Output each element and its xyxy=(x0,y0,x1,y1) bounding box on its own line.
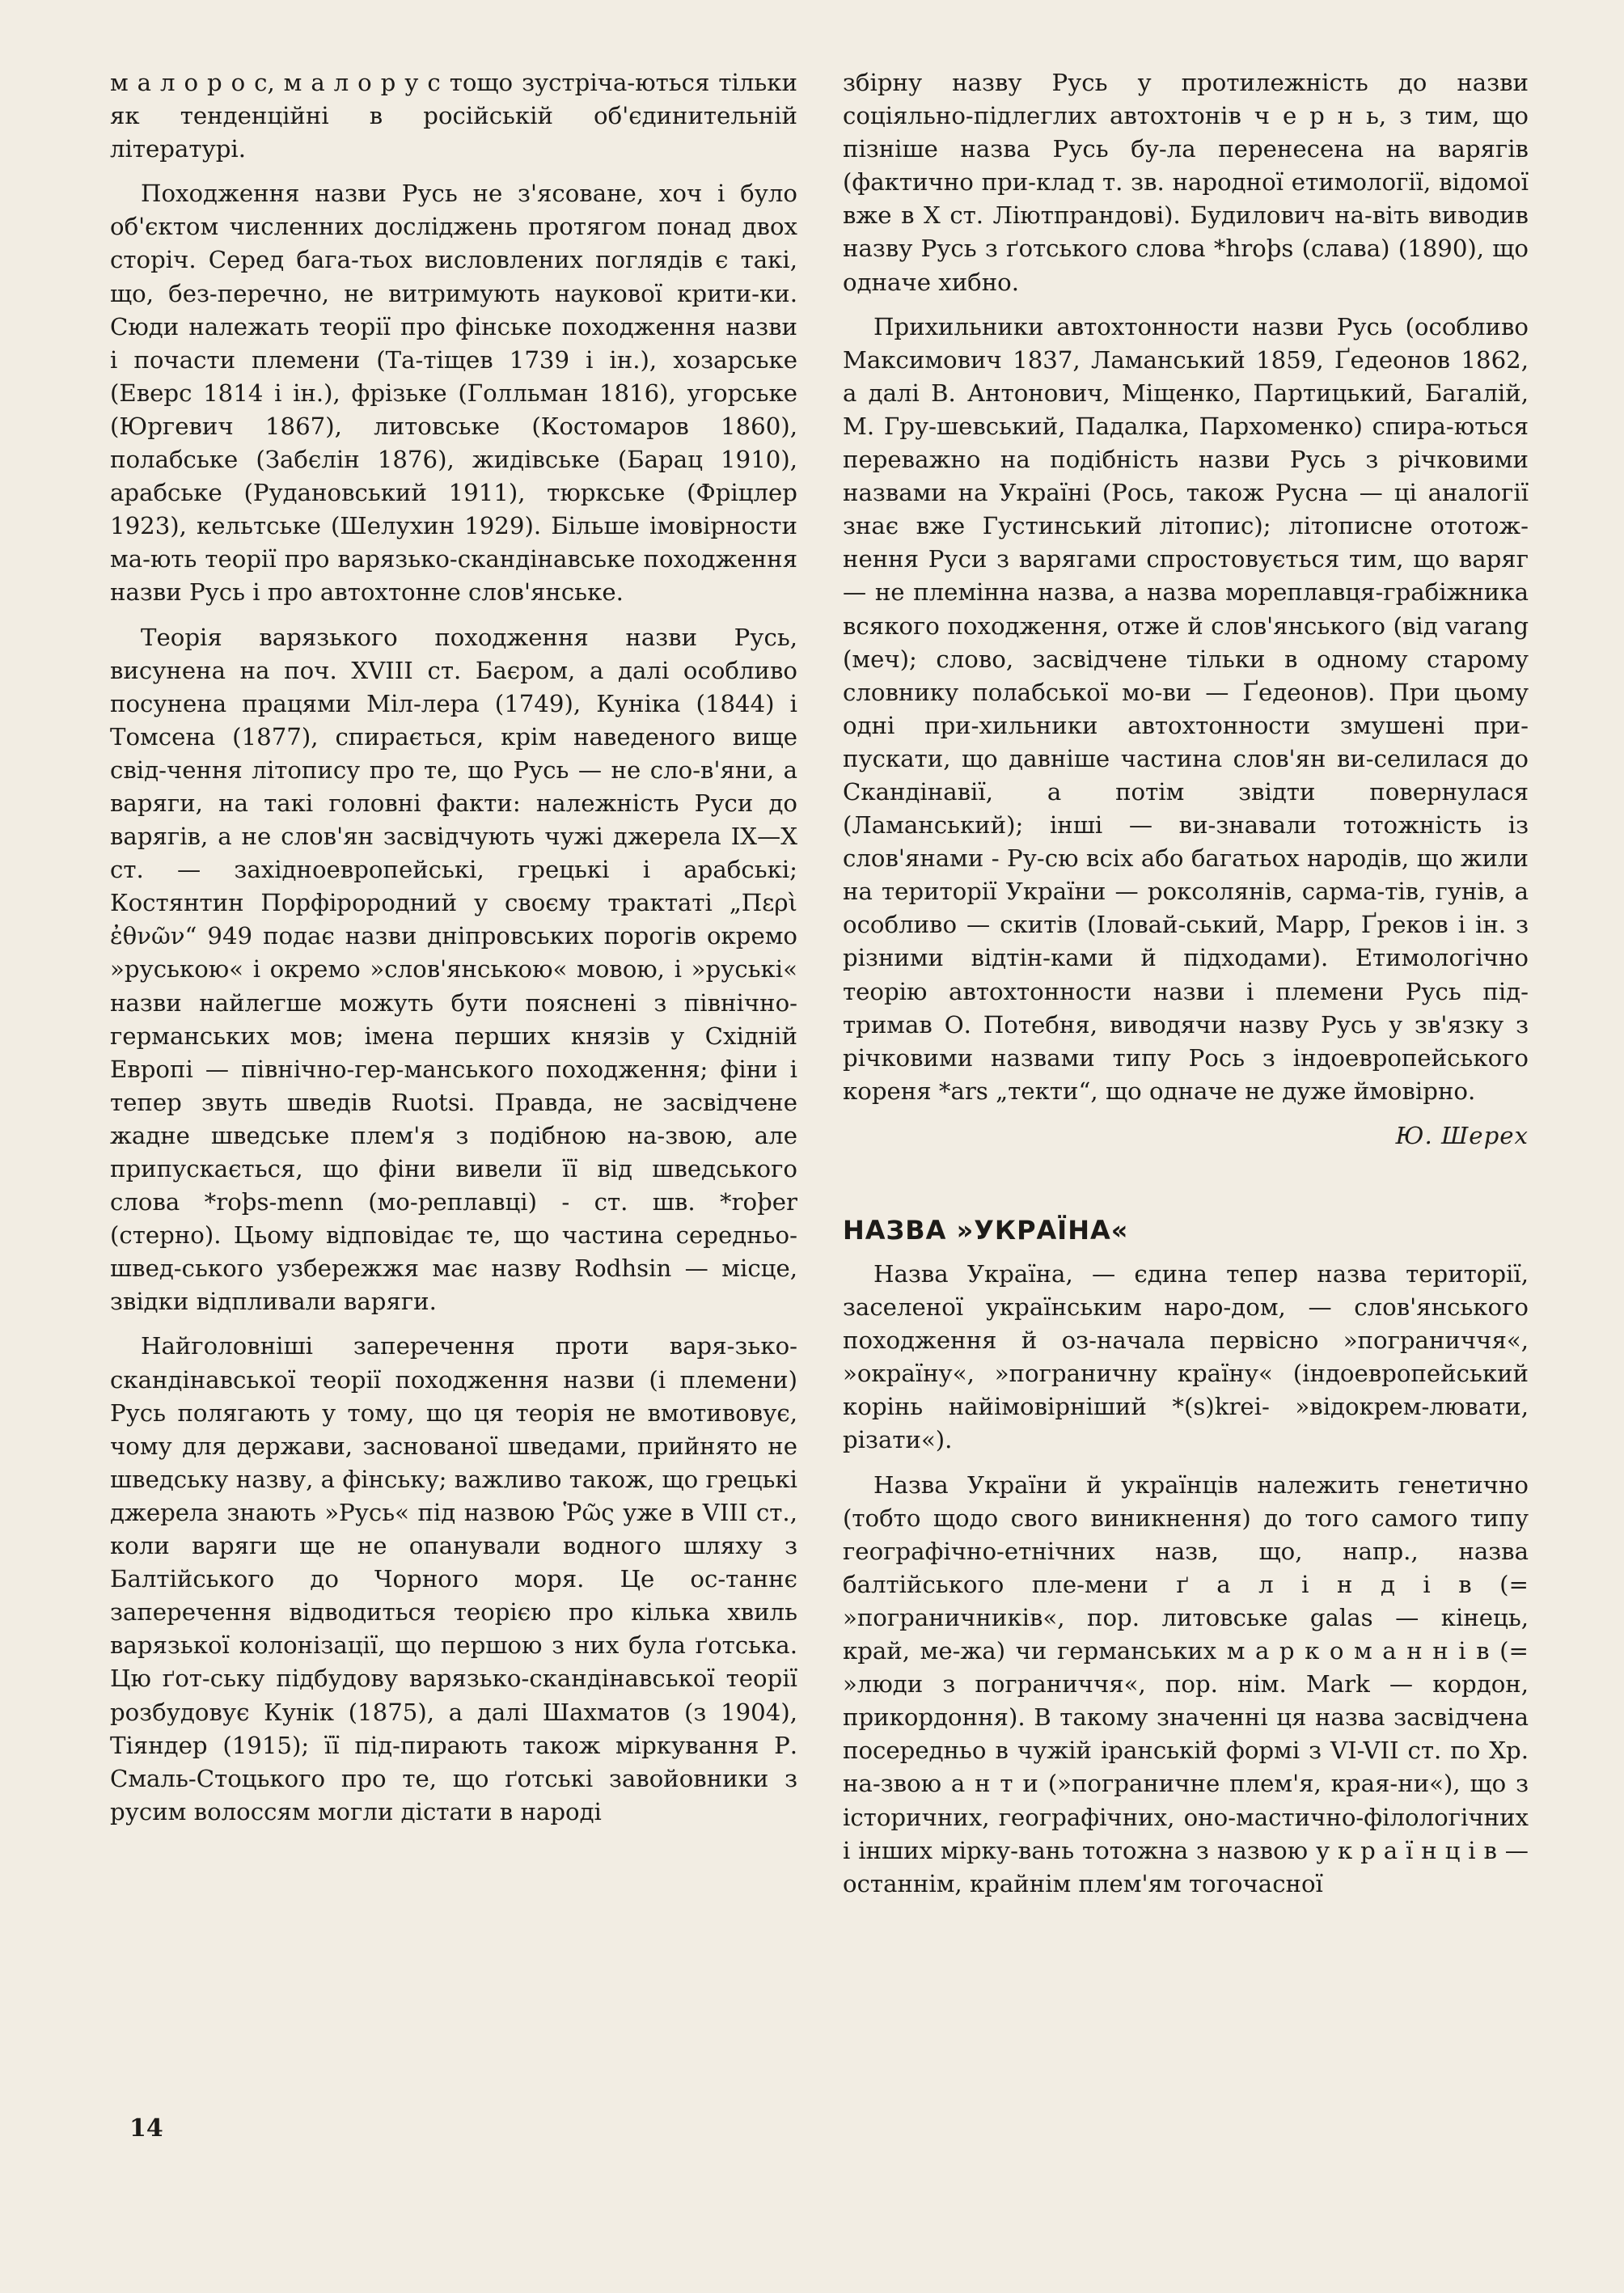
paragraph: Назва України й українців належить генетично (тобто щодо свого виникнення) до того самого типу географічно-етнічних назв, що, напр., назва балтійського пле-мени ґ а л і н д і в (= »пограничників«, пор. литовське galas — кінець, край, ме-жа) чи германських м а р к о м а н н і в (= »люди з пограниччя«, пор. нім. Mark — кордон, прикордоння). В такому значенні ця назва засвідчена посередньо в чужій іранській формі з VI-VII ст. по Хр. на-звою а н т и (»пограничне плем'я, края-ни«), що з історичних, географічних, оно-мастично-філологічних і інших мірку-вань тотожна з назвою у к р а ї н ц і в — останнім, крайнім плем'ям тогочасної xyxy=(843,1470,1529,1897)
author-signature: Ю. Шерех xyxy=(1395,1121,1529,1149)
right-column xyxy=(843,66,1529,1912)
paragraph: Теорія варязького походження назви Русь, висунена на поч. XVIII ст. Баєром, а далі особливо посунена працями Міл-лера (1749), Куніка (1844) і Томсена (1877), спирається, крім наведеного вище свід-чення літопису про те, що Русь — не сло-в'яни, а варяги, на такі головні факти: належність Руси до варягів, а не слов'ян засвідчують чужі джерела IX—X ст. — західноевропейські, грецькі і арабські; Костянтин Порфірородний у своєму трактаті „Περὶ ἐθνῶν“ 949 подає назви дніпровських порогів окремо »руською« і окремо »слов'янською« мовою, і »руські« назви найлегше можуть бути пояснені з північно-германських мов; імена перших князів у Східній Европі — північно-гер-манського походження; фіни і тепер звуть шведів Ruotsi. Правда, не засвідчене жадне шведське плем'я з подібною на-звою, але припускається, що фіни вивели її від шведського слова *roþs-menn (мо-реплавці) - ст. шв. *roþer (стерно). Цьому відповідає те, що частина середньо-швед-ського узбережжя має назву Rodhsin — місце, звідки відпливали варяги. xyxy=(110,623,797,1316)
paragraph: Прихильники автохтонности назви Русь (особливо Максимович 1837, Ламанський 1859, Ґедеонов 1862, а далі В. Антонович, Міщенко, Партицький, Багалій, М. Гру-шевський, Падалка, Пархоменко) спира-ються переважно на подібність назви Русь з річковими назвами на Україні (Рось, також Русна — ці аналогії знає вже Густинський літопис); літописне ототож-нення Руси з варягами спростовується тим, що варяг — не племінна назва, а назва мореплавця-грабіжника всякого походження, отже й слов'янського (від varang (меч); слово, засвідчене тільки в одному старому словнику полабської мо-ви — Ґедеонов). При цьому одні при-хильники автохтонности змушені при-пускати, що давніше частина слов'ян ви-селилася до Скандінавії, а потім звідти повернулася (Ламанський); інші — ви-знавали тотожність із слов'янами - Ру-сю всіх або багатьох народів, що жили на території України — роксолянів, сарма-тів, гунів, а особливо — скитів (Іловай-ський, Марр, Ґреков і ін. з різними відтін-ками й підходами). Етимологічно теорію автохтонности назви і племени Русь під-тримав О. Потебня, виводячи назву Русь у зв'язку з річковими назвами типу Рось з індоевропейського кореня *ars „текти“, що одначе не дуже ймовірно. xyxy=(843,312,1529,1105)
paragraph: Найголовніші заперечення проти варя-зько-скандінавської теорії походження назви (і племени) Русь полягають у тому, що ця теорія не вмотивовує, чому для держави, заснованої шведами, прийнято не шведську назву, а фінську; важливо також, що грецькі джерела знають »Русь« під назвою Ῥῶς уже в VIII ст., коли варяги ще не опанували водного шляху з Балтійського до Чорного моря. Це ос-таннє заперечення відводиться теорією про кілька хвиль варязької колонізації, що першою з них була ґотська. Цю ґот-ську підбудову варязько-скандінавської теорії розбудовує Кунік (1875), а далі Шахматов (з 1904), Тіяндер (1915); її під-пирають також міркування Р. Смаль-Стоцького про те, що ґотські завойовники з русим волоссям могли дістати в народі xyxy=(110,1332,797,1826)
page-number: 14 xyxy=(129,2114,163,2143)
paragraph: м а л о р о с, м а л о р у с тощо зустріча-ються тільки як тенденційні в російській об'єдинительній літературі. xyxy=(110,69,797,163)
paragraph: збірну назву Русь у протилежність до назви соціяльно-підлеглих автохтонів ч е р н ь, з тим, що пізніше назва Русь бу-ла перенесена на варягів (фактично при-клад т. зв. народної етимології, відомої вже в X ст. Ліютпрандові). Будилович на-віть виводив назву Русь з ґотського слова *hroþs (слава) (1890), що одначе хибно. xyxy=(843,69,1529,296)
left-column xyxy=(110,66,797,1840)
paragraph: Походження назви Русь не з'ясоване, хоч і було об'єктом численних досліджень протягом понад двох сторіч. Серед бага-тьох висловлених поглядів є такі, що, без-перечно, не витримують наукової крити-ки. Сюди належать теорії про фінське походження назви і почасти племени (Та-тіщев 1739 і ін.), хозарське (Еверс 1814 і ін.), фрізьке (Голльман 1816), угорське (Юргевич 1867), литовське (Костомаров 1860), полабське (Забєлін 1876), жидівське (Барац 1910), арабське (Рудановський 1911), тюркське (Фріцлер 1923), кельтське (Шелухин 1929). Більше імовірности ма-ють теорії про варязько-скандінавське походження назви Русь і про автохтонне слов'янське. xyxy=(110,180,797,607)
paragraph: Назва Україна, — єдина тепер назва території, заселеної українським наро-дом, — слов'янського походження й оз-начала первісно »пограниччя«, »окраїну«, »пограничну країну« (індоевропейський корінь найімовірніший *(s)krei- »відокрем-лювати, різати«). xyxy=(843,1260,1529,1454)
section-heading: НАЗВА »УКРАЇНА« xyxy=(843,1215,1129,1246)
